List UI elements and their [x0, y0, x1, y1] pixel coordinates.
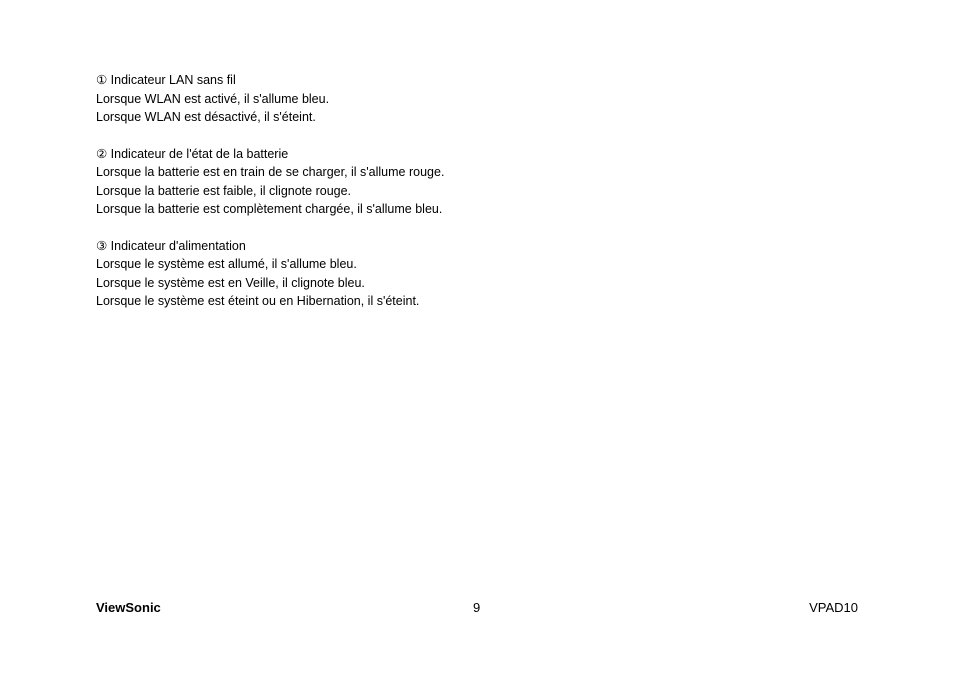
- body-line: Lorsque le système est en Veille, il clignote bleu.: [96, 275, 365, 290]
- footer-model: VPAD10: [809, 600, 858, 615]
- section-power-indicator: [96, 237, 856, 311]
- body-line: Lorsque la batterie est complètement chargée, il s'allume bleu.: [96, 202, 443, 216]
- section-wlan-indicator: [96, 71, 856, 127]
- section-heading: ① Indicateur LAN sans fil: [96, 73, 236, 87]
- footer-brand: ViewSonic: [96, 600, 161, 615]
- document-body: [96, 71, 856, 311]
- section-heading: ② Indicateur de l'état de la batterie: [96, 146, 289, 161]
- section-battery-indicator: [96, 145, 856, 219]
- body-line: Lorsque la batterie est faible, il clignote rouge.: [96, 183, 352, 198]
- section-heading: ③ Indicateur d'alimentation: [96, 238, 246, 253]
- page-footer: [96, 600, 858, 618]
- body-line: Lorsque WLAN est désactivé, il s'éteint.: [96, 110, 316, 124]
- page-number: 9: [473, 600, 481, 615]
- body-line: Lorsque le système est éteint ou en Hibernation, il s'éteint.: [96, 294, 420, 308]
- body-line: Lorsque WLAN est activé, il s'allume bleu.: [96, 91, 330, 106]
- body-line: Lorsque le système est allumé, il s'allume bleu.: [96, 257, 357, 271]
- body-line: Lorsque la batterie est en train de se charger, il s'allume rouge.: [96, 165, 445, 179]
